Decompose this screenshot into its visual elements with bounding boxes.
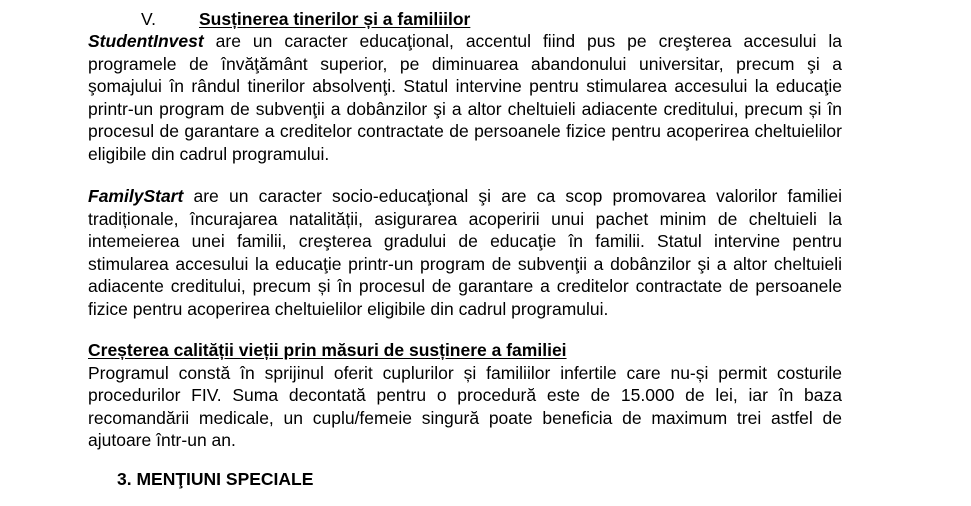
student-invest-paragraph bbox=[88, 30, 842, 165]
student-invest-text: are un caracter educaţional, accentul fiind pus pe creşterea accesului la programele de învăţământ superior, pe diminuarea abandonului universitar, precum şi a şomajului în rândul tinerilor absolvenţi. Statul intervine pentru stimularea accesului la educaţie printr-un program de subvenţii a dobânzilor şi a altor cheltuieli adiacente creditului, precum și în procesul de garantare a creditelor contractate de persoanele fizice pentru acoperirea cheltuielilor eligibile din cadrul programului. bbox=[88, 31, 842, 164]
family-start-lead: FamilyStart bbox=[88, 186, 184, 206]
document-page bbox=[88, 0, 842, 490]
section-number: V. bbox=[141, 9, 156, 29]
section-title: Susținerea tinerilor și a familiilor bbox=[199, 9, 471, 29]
quality-of-life-heading: Creșterea calității vieții prin măsuri de susținere a familiei bbox=[88, 340, 567, 360]
special-mentions-heading: 3. MENŢIUNI SPECIALE bbox=[117, 468, 314, 489]
student-invest-lead: StudentInvest bbox=[88, 31, 204, 51]
quality-of-life-paragraph: Programul constă în sprijinul oferit cuplurilor și familiilor infertile care nu-și permit costurile procedurilor FIV. Suma decontată pentru o procedură este de 15.000 de lei, iar în baza recomandării medicale, un cuplu/femeie singură poate beneficia de maximum trei astfel de ajutoare într-un an. bbox=[88, 362, 842, 450]
family-start-text: are un caracter socio-educaţional şi are ca scop promovarea valorilor familiei tradiționale, încurajarea natalității, asigurarea acoperirii unui pachet minim de cheltuieli la intemeierea unei familii, creşterea gradului de educaţie în familii. Statul intervine pentru stimularea accesului la educaţie printr-un program de subvenţii a dobânzilor şi a altor cheltuieli adiacente creditului, precum și în procesul de garantare a creditelor contractate de persoanele fizice pentru acoperirea cheltuielilor eligibile din cadrul programului. bbox=[88, 186, 842, 319]
section-heading bbox=[88, 8, 842, 30]
family-start-paragraph bbox=[88, 185, 842, 320]
